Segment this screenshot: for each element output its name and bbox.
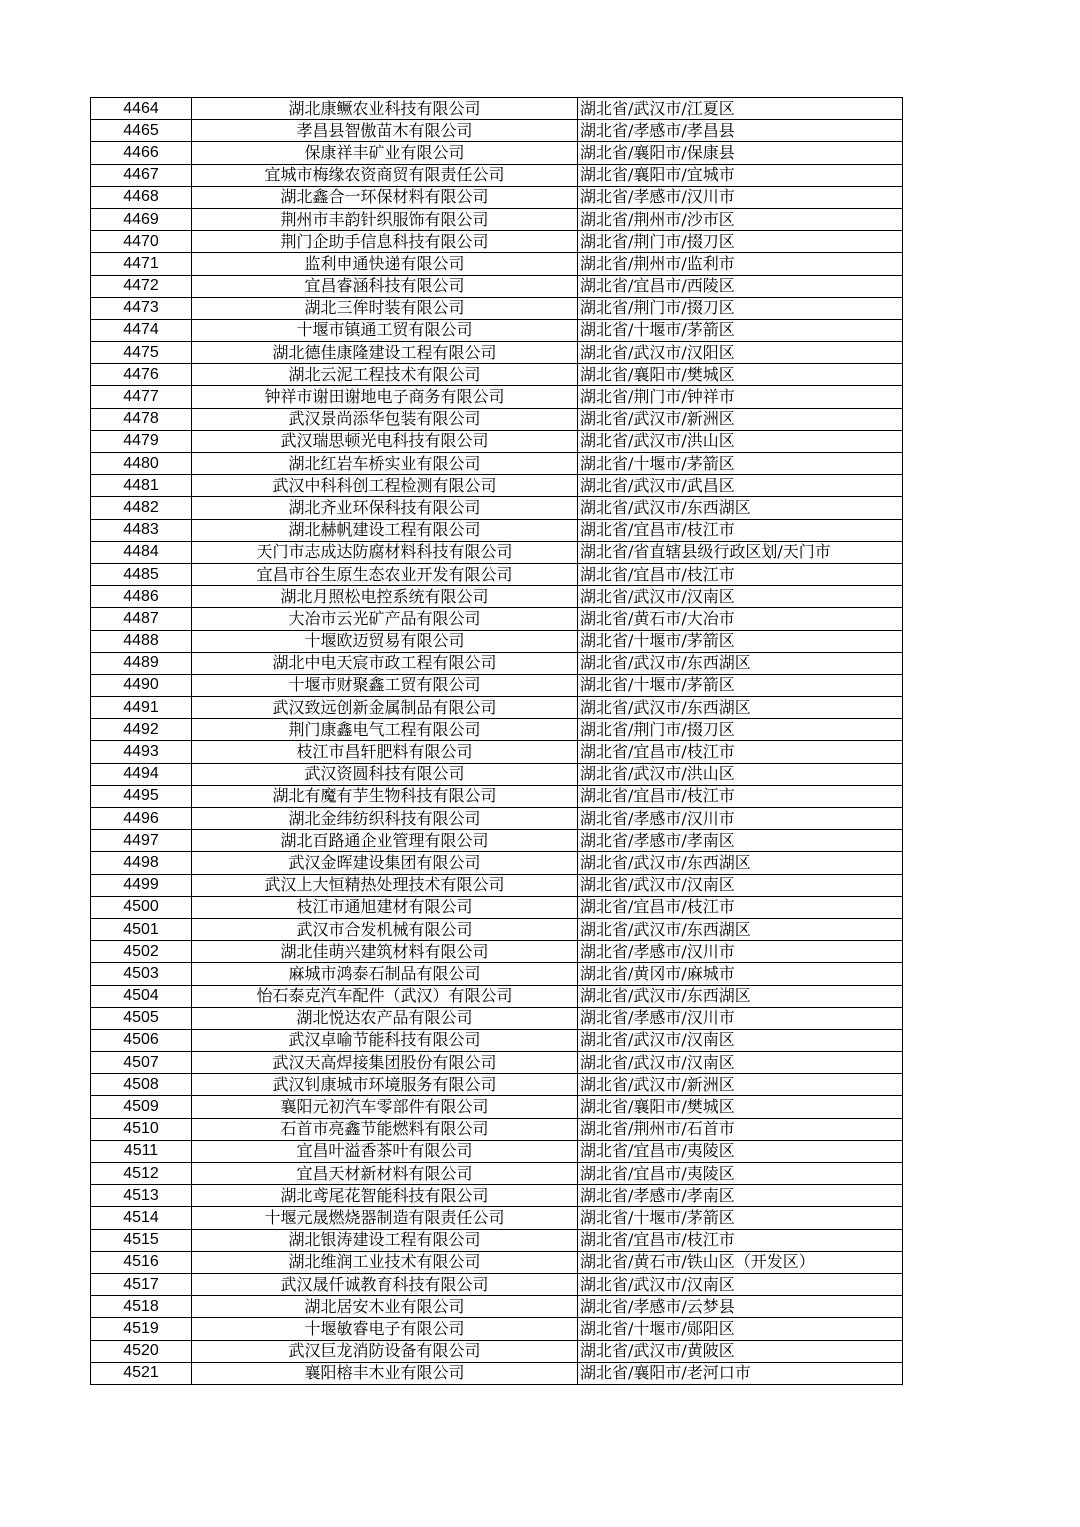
row-number-cell: 4483: [91, 519, 192, 541]
row-number-cell: 4492: [91, 719, 192, 741]
company-name-cell: 枝江市昌轩肥料有限公司: [192, 741, 578, 763]
row-number-cell: 4469: [91, 208, 192, 230]
table-row: [91, 430, 903, 452]
row-number-cell: 4500: [91, 896, 192, 918]
row-number-cell: 4504: [91, 985, 192, 1007]
table-row: [91, 874, 903, 896]
table-row: [91, 1074, 903, 1096]
table-row: [91, 319, 903, 341]
region-cell: 湖北省/孝感市/汉川市: [578, 186, 903, 208]
table-row: [91, 586, 903, 608]
region-cell: 湖北省/武汉市/汉南区: [578, 1052, 903, 1074]
company-list-table: [90, 97, 903, 1385]
table-row: [91, 630, 903, 652]
company-name-cell: 湖北维润工业技术有限公司: [192, 1251, 578, 1273]
table-row: [91, 808, 903, 830]
row-number-cell: 4464: [91, 98, 192, 120]
table-row: [91, 608, 903, 630]
company-name-cell: 宜昌叶溢香茶叶有限公司: [192, 1140, 578, 1162]
region-cell: 湖北省/宜昌市/枝江市: [578, 563, 903, 585]
company-name-cell: 武汉景尚添华包装有限公司: [192, 408, 578, 430]
company-name-cell: 湖北中电天宸市政工程有限公司: [192, 652, 578, 674]
region-cell: 湖北省/黄石市/铁山区（开发区）: [578, 1251, 903, 1273]
company-name-cell: 十堰市镇通工贸有限公司: [192, 319, 578, 341]
region-cell: 湖北省/荆门市/钟祥市: [578, 386, 903, 408]
row-number-cell: 4466: [91, 142, 192, 164]
row-number-cell: 4518: [91, 1296, 192, 1318]
table-row: [91, 120, 903, 142]
region-cell: 湖北省/武汉市/东西湖区: [578, 985, 903, 1007]
table-row: [91, 1140, 903, 1162]
company-name-cell: 湖北赫帆建设工程有限公司: [192, 519, 578, 541]
row-number-cell: 4521: [91, 1362, 192, 1384]
table-row: [91, 563, 903, 585]
region-cell: 湖北省/孝感市/云梦县: [578, 1296, 903, 1318]
company-name-cell: 保康祥丰矿业有限公司: [192, 142, 578, 164]
region-cell: 湖北省/武汉市/东西湖区: [578, 497, 903, 519]
company-name-cell: 钟祥市谢田谢地电子商务有限公司: [192, 386, 578, 408]
row-number-cell: 4503: [91, 963, 192, 985]
region-cell: 湖北省/宜昌市/枝江市: [578, 741, 903, 763]
region-cell: 湖北省/宜昌市/夷陵区: [578, 1163, 903, 1185]
region-cell: 湖北省/武汉市/东西湖区: [578, 852, 903, 874]
region-cell: 湖北省/襄阳市/老河口市: [578, 1362, 903, 1384]
region-cell: 湖北省/武汉市/汉南区: [578, 1029, 903, 1051]
row-number-cell: 4505: [91, 1007, 192, 1029]
row-number-cell: 4471: [91, 253, 192, 275]
row-number-cell: 4477: [91, 386, 192, 408]
company-name-cell: 石首市亮鑫节能燃料有限公司: [192, 1118, 578, 1140]
table-row: [91, 453, 903, 475]
region-cell: 湖北省/武汉市/黄陂区: [578, 1340, 903, 1362]
company-name-cell: 湖北银涛建设工程有限公司: [192, 1229, 578, 1251]
row-number-cell: 4514: [91, 1207, 192, 1229]
table-row: [91, 1029, 903, 1051]
table-row: [91, 275, 903, 297]
company-name-cell: 湖北齐业环保科技有限公司: [192, 497, 578, 519]
company-name-cell: 湖北居安木业有限公司: [192, 1296, 578, 1318]
company-name-cell: 湖北鸢尾花智能科技有限公司: [192, 1185, 578, 1207]
row-number-cell: 4472: [91, 275, 192, 297]
region-cell: 湖北省/武汉市/洪山区: [578, 763, 903, 785]
company-name-cell: 武汉资圆科技有限公司: [192, 763, 578, 785]
region-cell: 湖北省/宜昌市/枝江市: [578, 519, 903, 541]
company-name-cell: 荆门企助手信息科技有限公司: [192, 231, 578, 253]
table-row: [91, 697, 903, 719]
region-cell: 湖北省/襄阳市/樊城区: [578, 364, 903, 386]
company-name-cell: 孝昌县智傲苗木有限公司: [192, 120, 578, 142]
row-number-cell: 4476: [91, 364, 192, 386]
table-row: [91, 364, 903, 386]
table-row: [91, 1163, 903, 1185]
table-row: [91, 719, 903, 741]
row-number-cell: 4468: [91, 186, 192, 208]
region-cell: 湖北省/黄冈市/麻城市: [578, 963, 903, 985]
row-number-cell: 4480: [91, 453, 192, 475]
company-name-cell: 武汉巨龙消防设备有限公司: [192, 1340, 578, 1362]
company-name-cell: 武汉卓喻节能科技有限公司: [192, 1029, 578, 1051]
table-row: [91, 741, 903, 763]
company-name-cell: 麻城市鸿泰石制品有限公司: [192, 963, 578, 985]
row-number-cell: 4493: [91, 741, 192, 763]
company-name-cell: 湖北云泥工程技术有限公司: [192, 364, 578, 386]
table-row: [91, 918, 903, 940]
table-row: [91, 1007, 903, 1029]
company-name-cell: 武汉钊康城市环境服务有限公司: [192, 1074, 578, 1096]
row-number-cell: 4516: [91, 1251, 192, 1273]
region-cell: 湖北省/宜昌市/西陵区: [578, 275, 903, 297]
region-cell: 湖北省/十堰市/茅箭区: [578, 674, 903, 696]
company-name-cell: 湖北三侔时装有限公司: [192, 297, 578, 319]
region-cell: 湖北省/孝感市/孝南区: [578, 1185, 903, 1207]
table-row: [91, 1318, 903, 1340]
table-row: [91, 541, 903, 563]
row-number-cell: 4474: [91, 319, 192, 341]
row-number-cell: 4498: [91, 852, 192, 874]
region-cell: 湖北省/孝感市/汉川市: [578, 1007, 903, 1029]
region-cell: 湖北省/荆州市/石首市: [578, 1118, 903, 1140]
company-name-cell: 武汉中科科创工程检测有限公司: [192, 475, 578, 497]
row-number-cell: 4501: [91, 918, 192, 940]
company-name-cell: 武汉晟仟诚教育科技有限公司: [192, 1273, 578, 1295]
region-cell: 湖北省/荆门市/掇刀区: [578, 231, 903, 253]
region-cell: 湖北省/武汉市/洪山区: [578, 430, 903, 452]
row-number-cell: 4481: [91, 475, 192, 497]
company-name-cell: 大冶市云光矿产品有限公司: [192, 608, 578, 630]
table-row: [91, 1340, 903, 1362]
table-row: [91, 652, 903, 674]
company-name-cell: 武汉瑞思顿光电科技有限公司: [192, 430, 578, 452]
region-cell: 湖北省/武汉市/汉南区: [578, 874, 903, 896]
company-name-cell: 枝江市通旭建材有限公司: [192, 896, 578, 918]
table-row: [91, 231, 903, 253]
region-cell: 湖北省/武汉市/武昌区: [578, 475, 903, 497]
company-name-cell: 湖北月照松电控系统有限公司: [192, 586, 578, 608]
region-cell: 湖北省/武汉市/新洲区: [578, 1074, 903, 1096]
row-number-cell: 4485: [91, 563, 192, 585]
region-cell: 湖北省/宜昌市/夷陵区: [578, 1140, 903, 1162]
table-row: [91, 674, 903, 696]
company-name-cell: 荆门康鑫电气工程有限公司: [192, 719, 578, 741]
table-row: [91, 186, 903, 208]
table-row: [91, 386, 903, 408]
company-name-cell: 荆州市丰韵针织服饰有限公司: [192, 208, 578, 230]
company-name-cell: 十堰敏睿电子有限公司: [192, 1318, 578, 1340]
row-number-cell: 4490: [91, 674, 192, 696]
company-name-cell: 监利申通快递有限公司: [192, 253, 578, 275]
row-number-cell: 4497: [91, 830, 192, 852]
row-number-cell: 4486: [91, 586, 192, 608]
region-cell: 湖北省/十堰市/茅箭区: [578, 319, 903, 341]
region-cell: 湖北省/宜昌市/枝江市: [578, 785, 903, 807]
company-name-cell: 十堰元晟燃烧器制造有限责任公司: [192, 1207, 578, 1229]
company-name-cell: 宜昌睿涵科技有限公司: [192, 275, 578, 297]
table-row: [91, 208, 903, 230]
region-cell: 湖北省/武汉市/新洲区: [578, 408, 903, 430]
table-row: [91, 519, 903, 541]
row-number-cell: 4517: [91, 1273, 192, 1295]
table-row: [91, 475, 903, 497]
row-number-cell: 4520: [91, 1340, 192, 1362]
company-name-cell: 怡石泰克汽车配件（武汉）有限公司: [192, 985, 578, 1007]
company-name-cell: 湖北金纬纺织科技有限公司: [192, 808, 578, 830]
row-number-cell: 4489: [91, 652, 192, 674]
row-number-cell: 4470: [91, 231, 192, 253]
company-name-cell: 宜昌天材新材料有限公司: [192, 1163, 578, 1185]
region-cell: 湖北省/荆门市/掇刀区: [578, 297, 903, 319]
table-row: [91, 1052, 903, 1074]
table-row: [91, 1185, 903, 1207]
table-row: [91, 164, 903, 186]
company-name-cell: 襄阳榕丰木业有限公司: [192, 1362, 578, 1384]
table-row: [91, 941, 903, 963]
company-name-cell: 武汉致远创新金属制品有限公司: [192, 697, 578, 719]
table-row: [91, 1096, 903, 1118]
company-name-cell: 湖北有魔有芋生物科技有限公司: [192, 785, 578, 807]
row-number-cell: 4513: [91, 1185, 192, 1207]
region-cell: 湖北省/荆州市/监利市: [578, 253, 903, 275]
row-number-cell: 4507: [91, 1052, 192, 1074]
region-cell: 湖北省/武汉市/东西湖区: [578, 652, 903, 674]
row-number-cell: 4482: [91, 497, 192, 519]
region-cell: 湖北省/孝感市/孝昌县: [578, 120, 903, 142]
table-row: [91, 1118, 903, 1140]
row-number-cell: 4475: [91, 342, 192, 364]
region-cell: 湖北省/十堰市/茅箭区: [578, 1207, 903, 1229]
region-cell: 湖北省/省直辖县级行政区划/天门市: [578, 541, 903, 563]
row-number-cell: 4496: [91, 808, 192, 830]
table-row: [91, 1229, 903, 1251]
table-row: [91, 785, 903, 807]
region-cell: 湖北省/宜昌市/枝江市: [578, 896, 903, 918]
region-cell: 湖北省/十堰市/茅箭区: [578, 630, 903, 652]
table-body: [91, 98, 903, 1385]
region-cell: 湖北省/孝感市/汉川市: [578, 808, 903, 830]
row-number-cell: 4479: [91, 430, 192, 452]
row-number-cell: 4495: [91, 785, 192, 807]
table-row: [91, 98, 903, 120]
table-row: [91, 1207, 903, 1229]
table-row: [91, 1273, 903, 1295]
row-number-cell: 4494: [91, 763, 192, 785]
region-cell: 湖北省/武汉市/汉南区: [578, 586, 903, 608]
table-row: [91, 297, 903, 319]
row-number-cell: 4502: [91, 941, 192, 963]
row-number-cell: 4511: [91, 1140, 192, 1162]
row-number-cell: 4510: [91, 1118, 192, 1140]
company-name-cell: 武汉金晖建设集团有限公司: [192, 852, 578, 874]
table-row: [91, 1362, 903, 1384]
table-row: [91, 896, 903, 918]
company-name-cell: 湖北红岩车桥实业有限公司: [192, 453, 578, 475]
row-number-cell: 4515: [91, 1229, 192, 1251]
company-name-cell: 武汉天高焊接集团股份有限公司: [192, 1052, 578, 1074]
row-number-cell: 4473: [91, 297, 192, 319]
table-row: [91, 985, 903, 1007]
company-name-cell: 武汉市合发机械有限公司: [192, 918, 578, 940]
table-row: [91, 142, 903, 164]
company-name-cell: 湖北佳萌兴建筑材料有限公司: [192, 941, 578, 963]
table-row: [91, 963, 903, 985]
region-cell: 湖北省/十堰市/茅箭区: [578, 453, 903, 475]
row-number-cell: 4508: [91, 1074, 192, 1096]
row-number-cell: 4488: [91, 630, 192, 652]
region-cell: 湖北省/孝感市/汉川市: [578, 941, 903, 963]
company-name-cell: 襄阳元初汽车零部件有限公司: [192, 1096, 578, 1118]
company-name-cell: 武汉上大恒精热处理技术有限公司: [192, 874, 578, 896]
table-row: [91, 763, 903, 785]
row-number-cell: 4487: [91, 608, 192, 630]
region-cell: 湖北省/武汉市/汉南区: [578, 1273, 903, 1295]
row-number-cell: 4506: [91, 1029, 192, 1051]
row-number-cell: 4519: [91, 1318, 192, 1340]
table-row: [91, 497, 903, 519]
row-number-cell: 4512: [91, 1163, 192, 1185]
region-cell: 湖北省/武汉市/江夏区: [578, 98, 903, 120]
region-cell: 湖北省/黄石市/大冶市: [578, 608, 903, 630]
table-row: [91, 1251, 903, 1273]
region-cell: 湖北省/武汉市/东西湖区: [578, 918, 903, 940]
row-number-cell: 4509: [91, 1096, 192, 1118]
region-cell: 湖北省/荆州市/沙市区: [578, 208, 903, 230]
table-row: [91, 342, 903, 364]
region-cell: 湖北省/十堰市/郧阳区: [578, 1318, 903, 1340]
region-cell: 湖北省/孝感市/孝南区: [578, 830, 903, 852]
region-cell: 湖北省/襄阳市/宜城市: [578, 164, 903, 186]
row-number-cell: 4478: [91, 408, 192, 430]
region-cell: 湖北省/荆门市/掇刀区: [578, 719, 903, 741]
region-cell: 湖北省/武汉市/汉阳区: [578, 342, 903, 364]
company-name-cell: 宜昌市谷生原生态农业开发有限公司: [192, 563, 578, 585]
region-cell: 湖北省/襄阳市/樊城区: [578, 1096, 903, 1118]
company-name-cell: 湖北百路通企业管理有限公司: [192, 830, 578, 852]
company-name-cell: 宜城市梅缘农资商贸有限责任公司: [192, 164, 578, 186]
company-name-cell: 天门市志成达防腐材料科技有限公司: [192, 541, 578, 563]
company-name-cell: 湖北悦达农产品有限公司: [192, 1007, 578, 1029]
table-row: [91, 253, 903, 275]
table-row: [91, 1296, 903, 1318]
table-row: [91, 830, 903, 852]
table-row: [91, 852, 903, 874]
row-number-cell: 4491: [91, 697, 192, 719]
region-cell: 湖北省/宜昌市/枝江市: [578, 1229, 903, 1251]
row-number-cell: 4484: [91, 541, 192, 563]
company-name-cell: 湖北康鳜农业科技有限公司: [192, 98, 578, 120]
table-row: [91, 408, 903, 430]
region-cell: 湖北省/武汉市/东西湖区: [578, 697, 903, 719]
row-number-cell: 4467: [91, 164, 192, 186]
row-number-cell: 4499: [91, 874, 192, 896]
company-name-cell: 十堰市财聚鑫工贸有限公司: [192, 674, 578, 696]
row-number-cell: 4465: [91, 120, 192, 142]
company-name-cell: 十堰欧迈贸易有限公司: [192, 630, 578, 652]
company-name-cell: 湖北鑫合一环保材料有限公司: [192, 186, 578, 208]
company-name-cell: 湖北德佳康隆建设工程有限公司: [192, 342, 578, 364]
region-cell: 湖北省/襄阳市/保康县: [578, 142, 903, 164]
